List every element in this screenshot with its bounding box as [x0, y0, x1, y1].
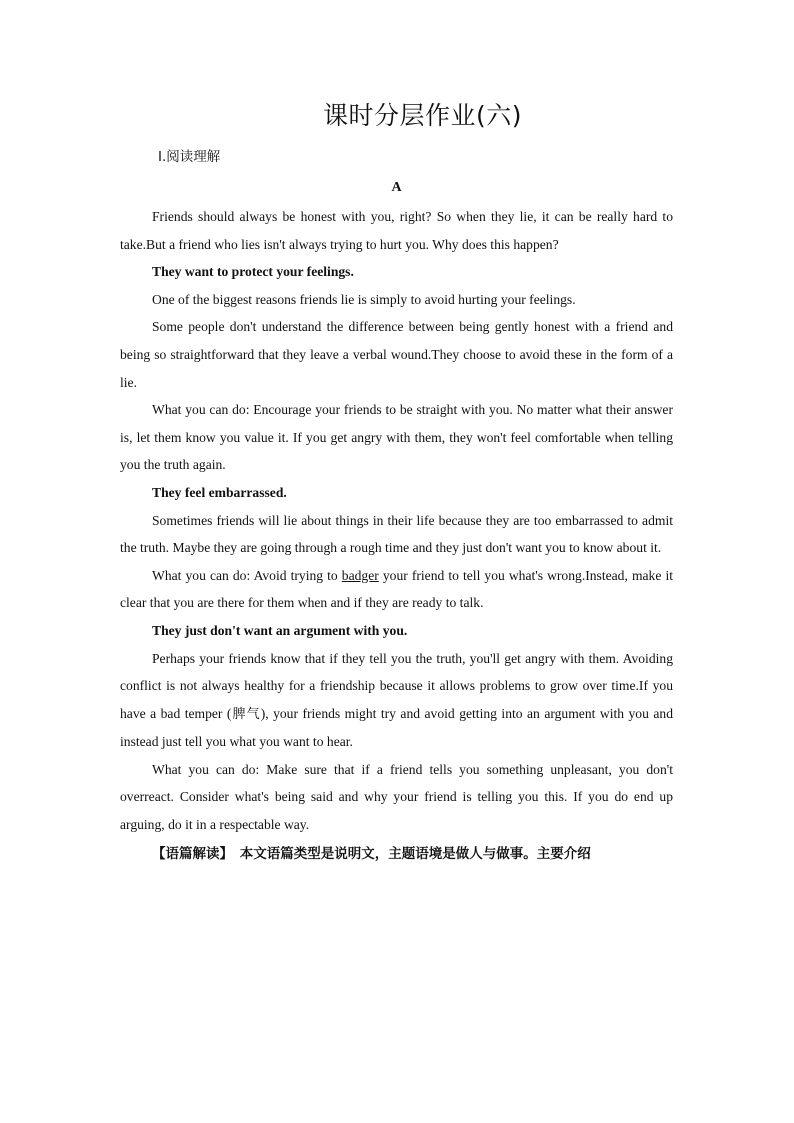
paragraph-what-you-can-do-2 — [120, 562, 673, 617]
analysis-tag: 【语篇解读】 — [152, 845, 227, 862]
passage-label: A — [391, 180, 402, 195]
paragraph-what-you-can-do-3: What you can do: Make sure that if a friend tells you something unpleasant, you don't overreact. Consider what's being said and why your friend is telling you this. If you do end up arguing, do it in a respectable way. — [120, 761, 673, 833]
document-page — [120, 96, 673, 868]
text-fragment: Perhaps your friends know that if they tell you the truth, you'll get angry with them. Avoiding conflict is not always healthy for a friendship because it allows problems to grow over time.If you have a bad temper ( — [120, 650, 673, 721]
heading-embarrassed: They feel embarrassed. — [152, 484, 287, 500]
paragraph-embarrassed: Sometimes friends will lie about things in their life because they are too embarrassed to admit the truth. Maybe they are going through a rough time and they just don't want you to know about it. — [120, 512, 673, 556]
paragraph-what-you-can-do-1: What you can do: Encourage your friends to be straight with you. No matter what their answer is, let them know you value it. If you get angry with them, they won't feel comfortable when telling you the truth again. — [120, 402, 673, 473]
paragraph-conflict — [120, 645, 673, 756]
heading-protect-feelings: They want to protect your feelings. — [152, 264, 354, 280]
text-fragment: your friend to tell you what's wrong.Instead, make it clear that you are there for them when and if they are ready to talk. — [120, 567, 673, 611]
analysis-text: 本文语篇类型是说明文，主题语境是做人与做事。主要介绍 — [226, 845, 591, 862]
page-title: 课时分层作业(六) — [322, 101, 522, 130]
underlined-word-badger: badger — [341, 567, 379, 583]
section-label: Ⅰ.阅读理解 — [158, 149, 221, 165]
discourse-analysis — [120, 841, 673, 869]
chinese-gloss: 脾气 — [231, 706, 261, 722]
text-fragment: ), your friends might try and avoid getting into an argument with you and instead just tell you what you want to hear. — [120, 705, 673, 750]
paragraph-intro: Friends should always be honest with you, right? So when they lie, it can be really hard to take.But a friend who lies isn't always trying to hurt you. Why does this happen? — [120, 209, 673, 252]
heading-argument: They just don't want an argument with you. — [152, 622, 408, 638]
text-fragment: What you can do: Avoid trying to — [152, 567, 342, 583]
paragraph-difference: Some people don't understand the difference between being gently honest with a friend and being so straightforward that they leave a verbal wound.They choose to avoid these in the form of a lie. — [120, 319, 673, 390]
paragraph-biggest-reason: One of the biggest reasons friends lie is simply to avoid hurting your feelings. — [152, 291, 576, 307]
